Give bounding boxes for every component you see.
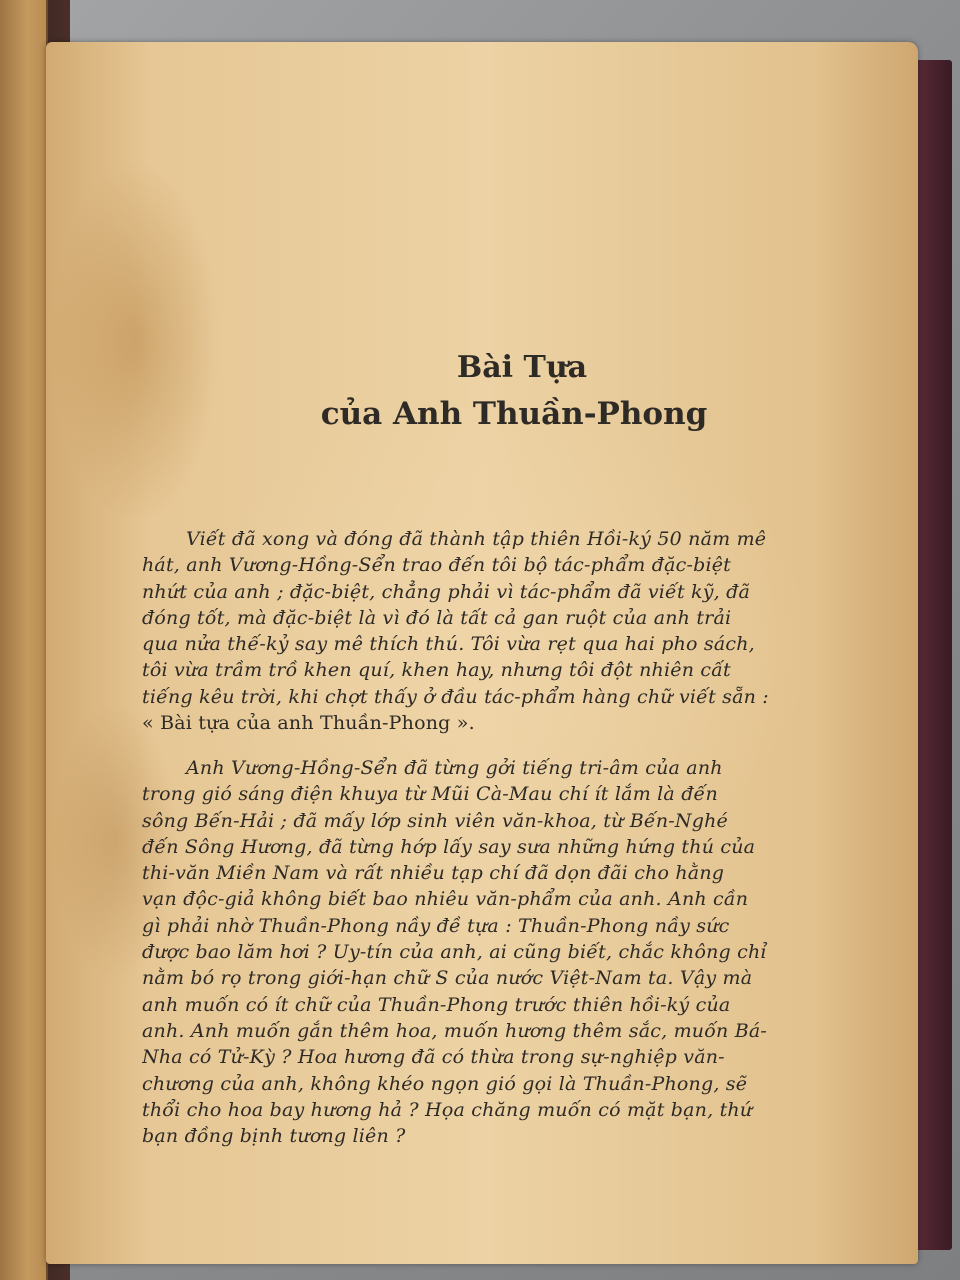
text-line: hát, anh Vương-Hồng-Sển trao đến tôi bộ tác-phẩm đặc-biệt xyxy=(142,554,732,577)
text-line: trong gió sáng điện khuya từ Mũi Cà-Mau chí ít lắm là đến xyxy=(142,783,718,806)
text-line: đóng tốt, mà đặc-biệt là vì đó là tất cả gan ruột của anh trải xyxy=(142,606,732,629)
book-page xyxy=(46,42,918,1264)
text-line: anh. Anh muốn gắn thêm hoa, muốn hương thêm sắc, muốn Bá- xyxy=(142,1019,768,1042)
page-title-line-2: của Anh Thuần-Phong xyxy=(320,396,708,432)
text-line: thi-văn Miền Nam và rất nhiều tạp chí đã dọn đãi cho hằng xyxy=(142,862,725,885)
text-line: thổi cho hoa bay hương hả ? Họa chăng muốn có mặt bạn, thứ xyxy=(142,1098,753,1121)
left-page-edge xyxy=(0,0,48,1280)
paragraph-1 xyxy=(142,526,814,736)
text-line: gì phải nhờ Thuần-Phong nầy đề tựa : Thuần-Phong nầy sức xyxy=(142,914,730,937)
text-line: Anh Vương-Hồng-Sển đã từng gởi tiếng tri-âm của anh xyxy=(186,757,723,779)
text-line: « Bài tựa của anh Thuần-Phong ». xyxy=(142,712,475,735)
text-line: nhứt của anh ; đặc-biệt, chẳng phải vì tác-phẩm đã viết kỹ, đã xyxy=(142,580,751,603)
text-line: sông Bến-Hải ; đã mấy lớp sinh viên văn-khoa, từ Bến-Nghé xyxy=(142,809,728,832)
text-line: Nha có Tử-Kỳ ? Hoa hương đã có thừa trong sự-nghiệp văn- xyxy=(142,1046,725,1069)
page-title-line-1: Bài Tựa xyxy=(456,350,588,385)
text-line: đến Sông Hương, đã từng hớp lấy say sưa những hứng thú của xyxy=(142,835,756,858)
text-line: tôi vừa trầm trồ khen quí, khen hay, nhưng tôi đột nhiên cất xyxy=(142,659,731,682)
text-line: qua nửa thế-kỷ say mê thích thú. Tôi vừa rẹt qua hai pho sách, xyxy=(142,633,755,656)
text-line: Viết đã xong và đóng đã thành tập thiên Hồi-ký 50 năm mê xyxy=(186,528,767,550)
text-line: anh muốn có ít chữ của Thuần-Phong trước thiên hồi-ký của xyxy=(142,993,731,1016)
text-line: chương của anh, không khéo ngọn gió gọi là Thuần-Phong, sẽ xyxy=(142,1072,748,1095)
text-line: tiếng kêu trời, khi chợt thấy ở đầu tác-phẩm hàng chữ viết sẵn : xyxy=(142,685,769,708)
text-line: nằm bó rọ trong giới-hạn chữ S của nước Việt-Nam ta. Vậy mà xyxy=(142,967,753,990)
text-line: được bao lăm hơi ? Uy-tín của anh, ai cũng biết, chắc không chỉ xyxy=(142,941,767,964)
text-line: vạn độc-giả không biết bao nhiêu văn-phẩm của anh. Anh cần xyxy=(142,888,749,911)
text-line: bạn đồng bịnh tương liên ? xyxy=(142,1125,406,1148)
paragraph-2 xyxy=(142,755,814,1149)
